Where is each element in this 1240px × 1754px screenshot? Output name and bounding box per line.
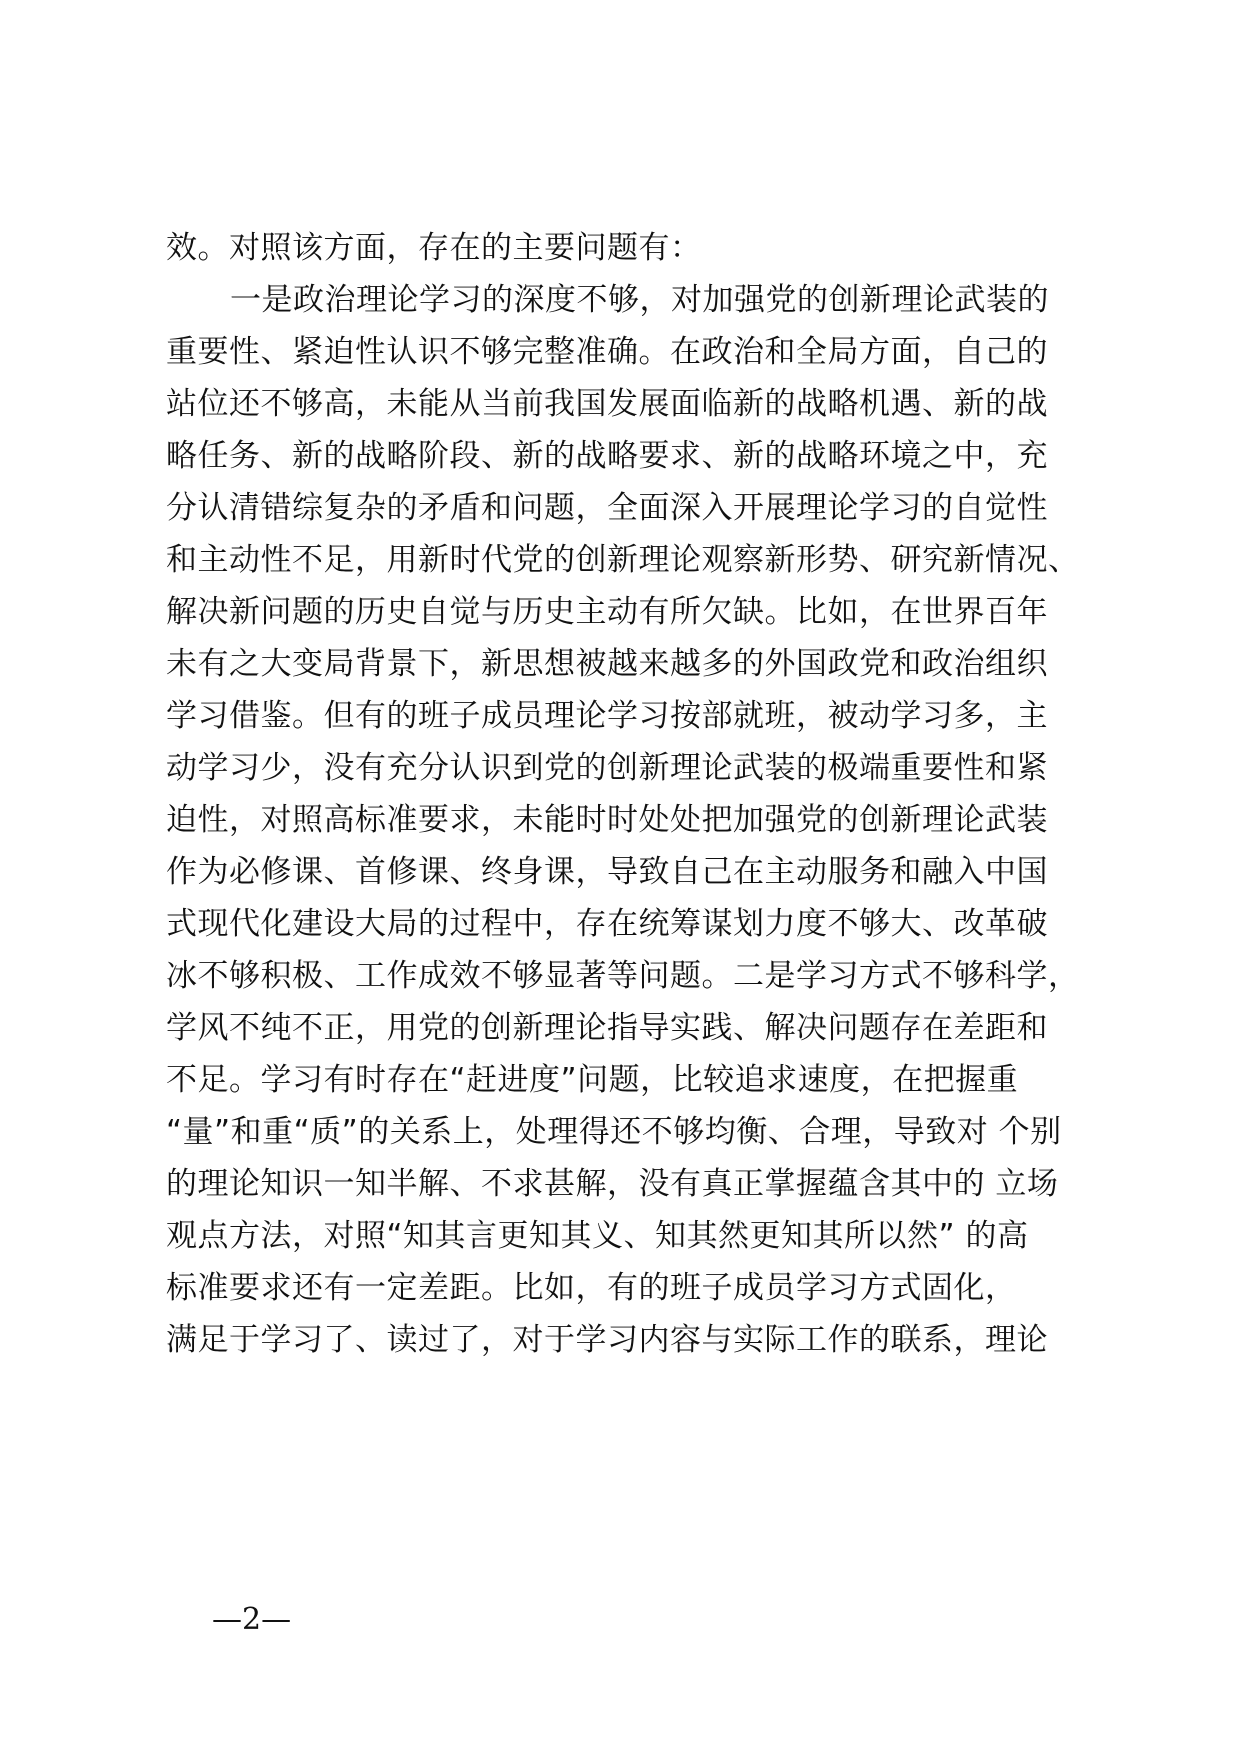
text-line: 效。对照该方面，存在的主要问题有：: [166, 230, 702, 266]
text-line: 不足。学习有时存在“赶进度”问题，比较追求速度，在把握重: [166, 1062, 1019, 1098]
text-line: 迫性，对照高标准要求，未能时时处处把加强党的创新理论武装: [166, 802, 1048, 838]
text-line: 略任务、新的战略阶段、新的战略要求、新的战略环境之中，充: [166, 438, 1048, 474]
text-line: 动学习少，没有充分认识到党的创新理论武装的极端重要性和紧: [166, 750, 1048, 786]
text-line: 学习借鉴。但有的班子成员理论学习按部就班，被动学习多，主: [166, 698, 1048, 734]
text-line: 学风不纯不正，用党的创新理论指导实践、解决问题存在差距和: [166, 1010, 1048, 1046]
text-line: 和主动性不足，用新时代党的创新理论观察新形势、研究新情况、: [166, 542, 1080, 578]
text-line: 重要性、紧迫性认识不够完整准确。在政治和全局方面，自己的: [166, 334, 1048, 370]
text-line: 式现代化建设大局的过程中，存在统筹谋划力度不够大、改革破: [166, 906, 1048, 942]
text-line: 一是政治理论学习的深度不够，对加强党的创新理论武装的: [230, 282, 1049, 318]
text-line: 解决新问题的历史自觉与历史主动有所欠缺。比如，在世界百年: [166, 594, 1048, 630]
text-line: 作为必修课、首修课、终身课，导致自己在主动服务和融入中国: [166, 854, 1048, 890]
text-line: 观点方法，对照“知其言更知其义、知其然更知其所以然” 的高: [166, 1218, 1029, 1254]
text-line: 冰不够积极、工作成效不够显著等问题。二是学习方式不够科学，: [166, 958, 1080, 994]
text-line: “量”和重“质”的关系上，处理得还不够均衡、合理，导致对 个别: [166, 1114, 1062, 1150]
body-text: [166, 222, 1096, 1366]
text-line: 的理论知识一知半解、不求甚解，没有真正掌握蕴含其中的 立场: [166, 1166, 1059, 1202]
text-line: 标准要求还有一定差距。比如，有的班子成员学习方式固化，: [166, 1270, 1017, 1306]
text-line: 分认清错综复杂的矛盾和问题，全面深入开展理论学习的自觉性: [166, 490, 1048, 526]
text-line: 站位还不够高，未能从当前我国发展面临新的战略机遇、新的战: [166, 386, 1048, 422]
text-line: 未有之大变局背景下，新思想被越来越多的外国政党和政治组织: [166, 646, 1048, 682]
text-line: 满足于学习了、读过了，对于学习内容与实际工作的联系，理论: [166, 1322, 1048, 1358]
page-number: —2—: [212, 1602, 292, 1637]
